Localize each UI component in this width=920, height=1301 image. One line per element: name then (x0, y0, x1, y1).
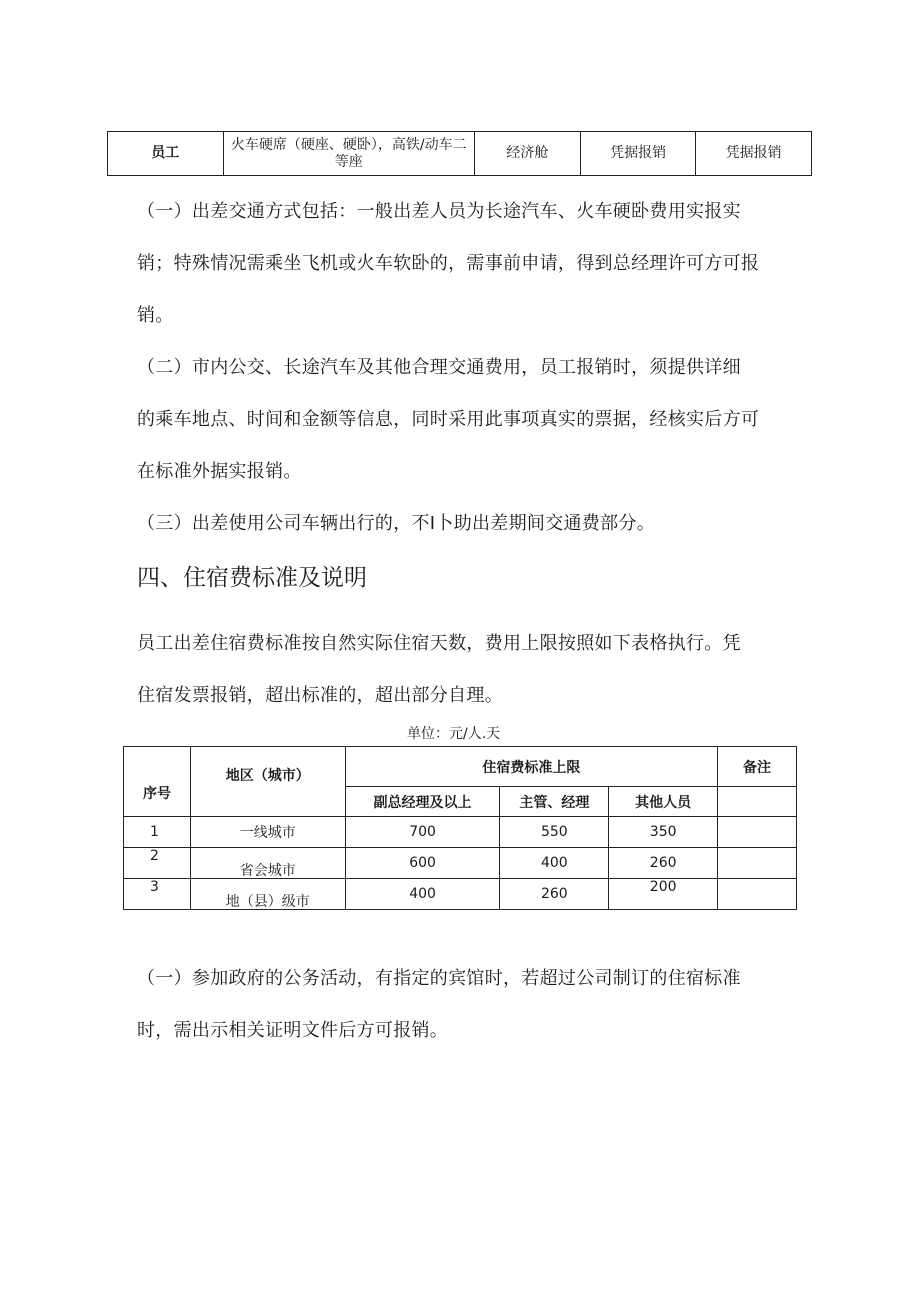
reimburse-cell: 凭据报销 (580, 132, 696, 176)
remark-cell (718, 817, 797, 848)
table-row (124, 848, 797, 879)
remark-header: 备注 (718, 747, 797, 787)
sub-header: 其他人员 (609, 787, 718, 817)
unit-label: 单位：元/人.天 (407, 726, 501, 742)
value-cell: 400 (345, 879, 500, 910)
seq-cell: 3 (124, 879, 191, 910)
hotel-standard-table (123, 746, 797, 910)
transport-notes (137, 186, 817, 550)
remark-cell (718, 879, 797, 910)
role-cell: 员工 (108, 132, 224, 176)
sub-header: 主管、经理 (500, 787, 609, 817)
value-cell: 260 (609, 848, 718, 879)
note-paragraph: （二）市内公交、长途汽车及其他合理交通费用，员工报销时，须提供详细 的乘车地点、时间和金额等信息，同时采用此事项真实的票据，经核实后方可 在标准外据实报销。 (137, 357, 760, 482)
remark-cell (718, 848, 797, 879)
value-cell: 550 (500, 817, 609, 848)
reimburse-cell: 凭据报销 (696, 132, 812, 176)
value-cell: 600 (345, 848, 500, 879)
note-paragraph: （一）出差交通方式包括：一般出差人员为长途汽车、火车硬卧费用实报实 销；特殊情况需乘坐飞机或火车软卧的，需事前申请，得到总经理许可方可报 销。 (137, 201, 760, 326)
table-row (124, 817, 797, 848)
region-cell: 地（县）级市 (190, 879, 345, 910)
flight-cell: 经济舱 (474, 132, 580, 176)
value-cell: 700 (345, 817, 500, 848)
sub-header: 副总经理及以上 (345, 787, 500, 817)
seq-header: 序号 (124, 747, 191, 817)
transport-standard-table (107, 131, 812, 176)
region-header: 地区（城市） (190, 747, 345, 817)
region-cell: 一线城市 (190, 817, 345, 848)
remark-cell (718, 787, 797, 817)
train-cell: 火车硬席（硬座、硬卧），高铁/动车二等座 (223, 132, 474, 176)
seq-cell: 1 (124, 817, 191, 848)
seq-cell: 2 (124, 848, 191, 879)
hotel-intro: 员工出差住宿费标准按自然实际住宿天数，费用上限按照如下表格执行。凭 住宿发票报销，超出标准的，超出部分自理。 (137, 633, 741, 706)
note-paragraph: （三）出差使用公司车辆出行的，不Ⅰ卜助出差期间交通费部分。 (137, 513, 656, 534)
region-cell: 省会城市 (190, 848, 345, 879)
closing-note: （一）参加政府的公务活动，有指定的宾馆时，若超过公司制订的住宿标准 时，需出示相关证明文件后方可报销。 (137, 968, 741, 1041)
value-cell: 260 (500, 879, 609, 910)
table-row (124, 879, 797, 910)
value-cell: 400 (500, 848, 609, 879)
section-heading: 四、住宿费标准及说明 (137, 565, 367, 591)
table-header-row (124, 747, 797, 787)
value-cell: 200 (609, 879, 718, 910)
limit-header: 住宿费标准上限 (345, 747, 717, 787)
table-row (108, 132, 812, 176)
value-cell: 350 (609, 817, 718, 848)
